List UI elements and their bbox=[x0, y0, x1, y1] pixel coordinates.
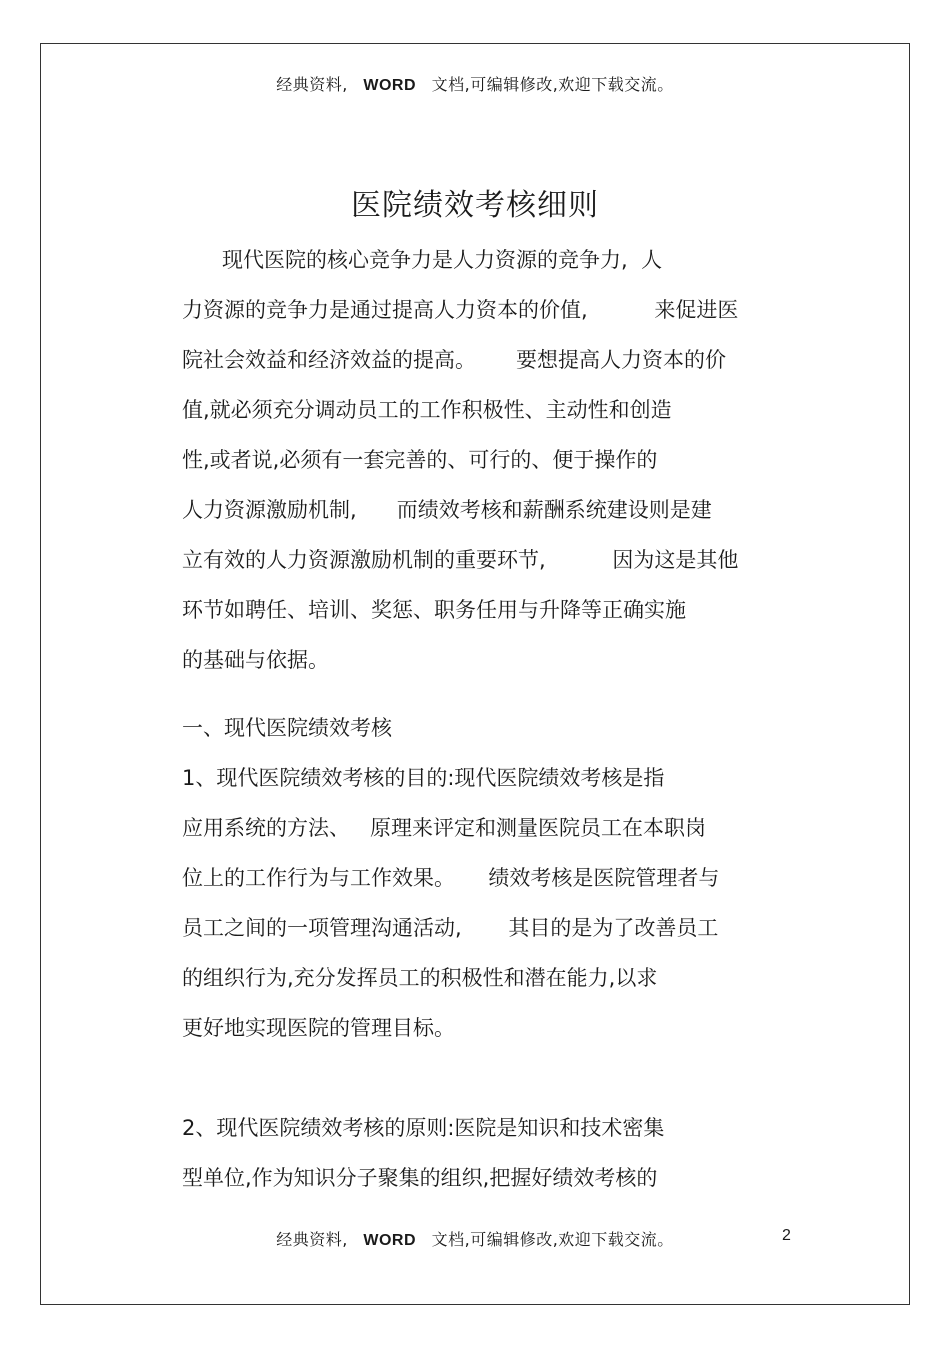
paragraph1-line-4: 值,就必须充分调动员工的工作积极性、主动性和创造 bbox=[182, 398, 672, 422]
page-number: 2 bbox=[782, 1227, 791, 1244]
header-text-word: WORD bbox=[363, 77, 417, 94]
page-footer bbox=[0, 1227, 950, 1250]
item1-line-4: 员工之间的一项管理沟通活动, 其目的是为了改善员工 bbox=[182, 916, 719, 940]
header-text-post: 文档,可编辑修改,欢迎下载交流。 bbox=[431, 75, 674, 94]
item2-line-1: 2、现代医院绩效考核的原则:医院是知识和技术密集 bbox=[182, 1116, 665, 1140]
item1-line-3: 位上的工作行为与工作效果。 绩效考核是医院管理者与 bbox=[182, 866, 720, 890]
paragraph1-line-2: 力资源的竞争力是通过提高人力资本的价值, 来促进医 bbox=[182, 298, 739, 322]
paragraph1-line-9: 的基础与依据。 bbox=[182, 648, 329, 672]
paragraph1-line-5: 性,或者说,必须有一套完善的、可行的、便于操作的 bbox=[182, 448, 658, 472]
paragraph1-line-3: 院社会效益和经济效益的提高。 要想提高人力资本的价 bbox=[182, 348, 727, 372]
item2-line-2: 型单位,作为知识分子聚集的组织,把握好绩效考核的 bbox=[182, 1166, 658, 1190]
footer-text-post: 文档,可编辑修改,欢迎下载交流。 bbox=[431, 1230, 674, 1249]
header-text-pre: 经典资料, bbox=[276, 75, 348, 94]
item1-line-6: 更好地实现医院的管理目标。 bbox=[182, 1016, 455, 1040]
paragraph1-line-8: 环节如聘任、培训、奖惩、职务任用与升降等正确实施 bbox=[182, 598, 686, 622]
footer-text-pre: 经典资料, bbox=[276, 1230, 348, 1249]
section1-heading: 一、现代医院绩效考核 bbox=[182, 716, 392, 740]
item1-line-2: 应用系统的方法、 原理来评定和测量医院员工在本职岗 bbox=[182, 816, 707, 840]
footer-text-word: WORD bbox=[363, 1232, 417, 1249]
document-title: 医院绩效考核细则 bbox=[351, 188, 599, 223]
page-header bbox=[0, 72, 950, 95]
item1-line-5: 的组织行为,充分发挥员工的积极性和潜在能力,以求 bbox=[182, 966, 658, 990]
item1-line-1: 1、现代医院绩效考核的目的:现代医院绩效考核是指 bbox=[182, 766, 665, 790]
paragraph1-line-6: 人力资源激励机制, 而绩效考核和薪酬系统建设则是建 bbox=[182, 498, 712, 522]
paragraph1-line-7: 立有效的人力资源激励机制的重要环节, 因为这是其他 bbox=[182, 548, 739, 572]
paragraph1-line-1: 现代医院的核心竞争力是人力资源的竞争力, 人 bbox=[182, 248, 663, 272]
